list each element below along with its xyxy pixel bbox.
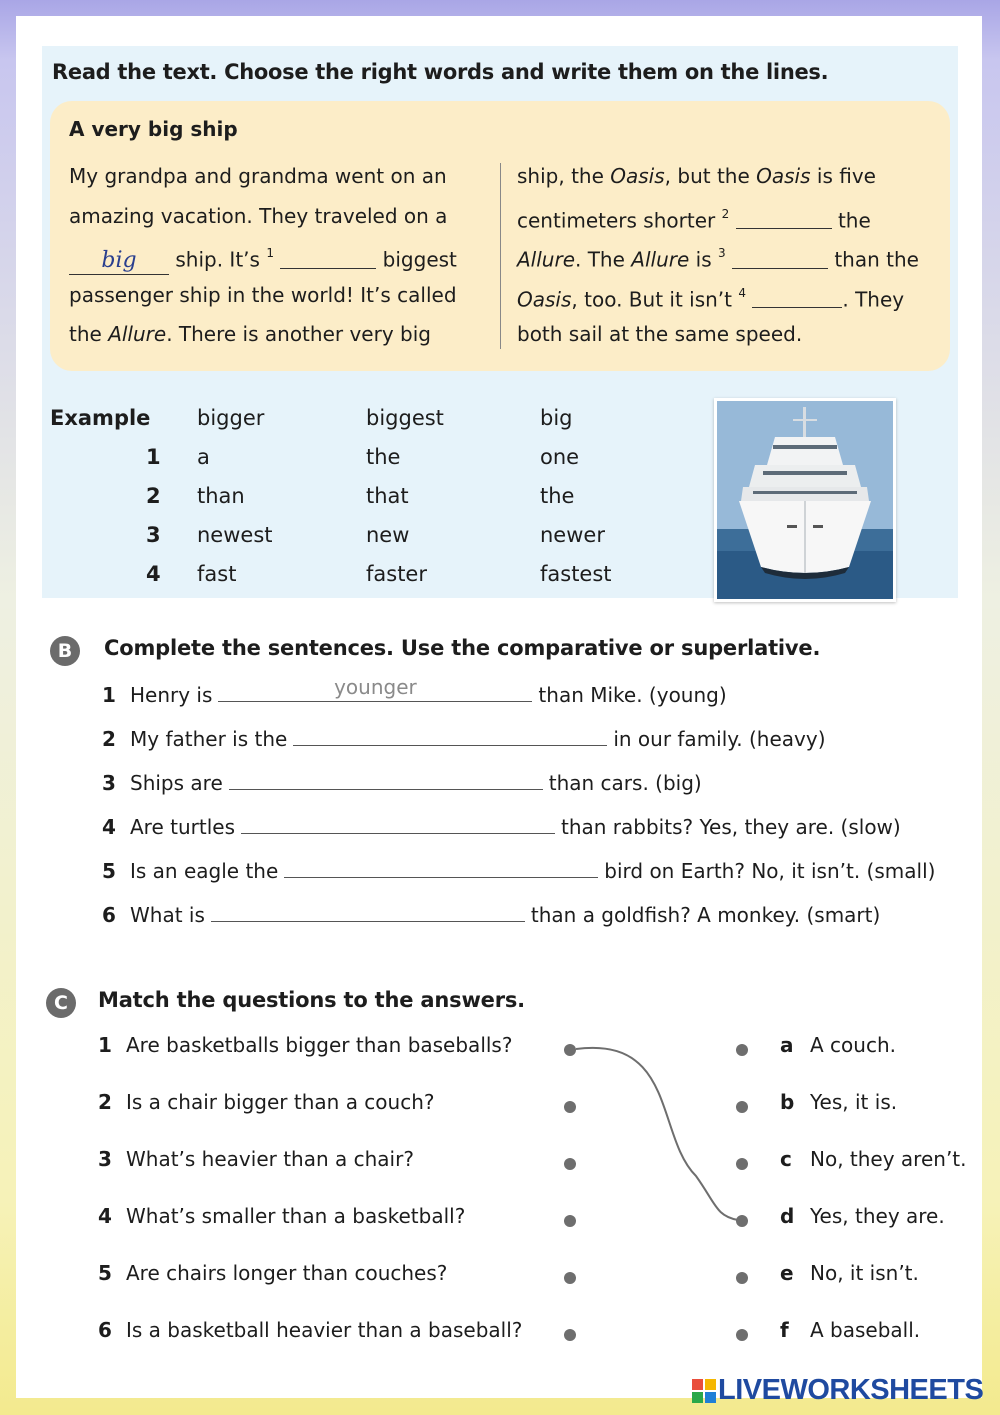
gap-number: 3 [717, 246, 726, 260]
sentence-after: than Mike. (young) [538, 683, 727, 707]
ship-name: Oasis [756, 164, 811, 188]
question-text: Is a basketball heavier than a baseball? [126, 1318, 523, 1342]
answer-letter: f [780, 1318, 789, 1342]
word-option[interactable]: newest [197, 523, 273, 547]
story-title: A very big ship [69, 117, 238, 141]
answer-item [780, 1261, 919, 1291]
story-text: than the [834, 247, 919, 272]
sentence-after: than cars. (big) [548, 771, 702, 795]
story-line: passenger ship in the world! It’s called [69, 282, 457, 307]
answer-item [780, 1204, 945, 1234]
ship-name: Oasis [517, 287, 572, 312]
word-option[interactable]: than [197, 484, 245, 508]
story-text: ship, the [517, 164, 604, 188]
section-c-instruction: Match the questions to the answers. [98, 988, 525, 1012]
question-number: 1 [98, 1033, 112, 1057]
sentence-before: My father is the [130, 727, 288, 751]
story-line: both sail at the same speed. [517, 322, 803, 346]
answer-letter: e [780, 1261, 794, 1285]
section-b-instruction: Complete the sentences. Use the comparative or superlative. [104, 636, 821, 660]
answer-letter: c [780, 1147, 792, 1171]
answer-text: No, it isn’t. [810, 1261, 919, 1285]
word-row-number: 3 [146, 523, 161, 547]
word-row-number: 4 [146, 562, 161, 586]
section-b-badge: B [50, 636, 80, 666]
sentence-after: than rabbits? Yes, they are. (slow) [561, 815, 901, 839]
ship-name: Allure [631, 247, 690, 272]
story-text: is [695, 247, 712, 272]
story-text: ship. It’s [175, 247, 260, 272]
answer-item [780, 1090, 897, 1120]
story-line: amazing vacation. They traveled on a [69, 203, 448, 228]
story-text: biggest [382, 247, 457, 272]
sentence-before: Henry is [130, 683, 213, 707]
word-row-number: 2 [146, 484, 161, 508]
word-option[interactable]: newer [540, 523, 605, 547]
sentence-after: in our family. (heavy) [613, 727, 826, 751]
word-option[interactable]: one [540, 445, 580, 469]
question-text: Is a chair bigger than a couch? [126, 1090, 435, 1114]
sentence-before: What is [130, 903, 205, 927]
word-row-number: 1 [146, 445, 161, 469]
sentence-before: Are turtles [130, 815, 235, 839]
sentence-number: 2 [102, 727, 116, 751]
answer-text: A couch. [810, 1033, 896, 1057]
word-option[interactable]: big [540, 406, 573, 430]
word-option[interactable]: the [366, 445, 401, 469]
word-option[interactable]: faster [366, 562, 427, 586]
liveworksheets-icon [692, 1379, 716, 1403]
sentence-number: 4 [102, 815, 116, 839]
word-option[interactable]: a [197, 445, 210, 469]
question-number: 6 [98, 1318, 112, 1342]
match-line-1-d [16, 16, 982, 1398]
story-text: . The [575, 247, 625, 272]
answer-text: A baseball. [810, 1318, 921, 1342]
story-text: centimeters shorter [517, 208, 716, 233]
section-c-badge: C [46, 988, 76, 1018]
brand-text: LIVEWORKSHEETS [718, 1374, 984, 1406]
story-text: , but the [664, 164, 750, 188]
answer-text: Yes, they are. [810, 1204, 945, 1228]
story-line: the Allure. There is another very big [69, 322, 431, 346]
answer-text: Yes, it is. [810, 1090, 898, 1114]
question-number: 4 [98, 1204, 112, 1228]
sentence-after: bird on Earth? No, it isn’t. (small) [604, 859, 936, 883]
question-text: What’s smaller than a basketball? [126, 1204, 466, 1228]
sentence-before: Ships are [130, 771, 223, 795]
question-text: Are chairs longer than couches? [126, 1261, 448, 1285]
word-option[interactable]: the [540, 484, 575, 508]
answer-letter: b [780, 1090, 795, 1114]
answer-letter: a [780, 1033, 794, 1057]
ship-name: Oasis [610, 164, 665, 188]
story-line: My grandpa and grandma went on an [69, 164, 447, 188]
sentence-after: than a goldfish? A monkey. (smart) [530, 903, 881, 927]
story-text: . They [842, 287, 905, 312]
story-text: the [837, 208, 871, 233]
ship-name: Allure [517, 247, 575, 272]
word-option[interactable]: new [366, 523, 410, 547]
sentence-before: Is an eagle the [130, 859, 279, 883]
word-option[interactable]: biggest [366, 406, 444, 430]
story-text: , too. But it isn’t [571, 287, 733, 312]
gap-number: 4 [738, 285, 747, 300]
example-label: Example [50, 406, 151, 430]
question-number: 3 [98, 1147, 112, 1171]
word-option[interactable]: fastest [540, 562, 612, 586]
worksheet [16, 16, 982, 1398]
answer-letter: d [780, 1204, 795, 1228]
answer-item [780, 1318, 920, 1348]
answer-text: No, they aren’t. [810, 1147, 967, 1171]
word-option[interactable]: that [366, 484, 409, 508]
sentence-number: 3 [102, 771, 116, 795]
word-option[interactable]: bigger [197, 406, 265, 430]
answer-item [780, 1033, 896, 1063]
answer-text: younger [334, 675, 417, 699]
question-text: What’s heavier than a chair? [126, 1147, 414, 1171]
ship-name: Allure [108, 322, 167, 346]
story-text: is five [816, 164, 876, 188]
question-number: 2 [98, 1090, 112, 1114]
gap-number: 2 [721, 206, 730, 221]
gap-number: 1 [266, 246, 274, 260]
story-text: the [69, 322, 102, 346]
question-number: 5 [98, 1261, 112, 1285]
section-a-instruction: Read the text. Choose the right words and write them on the lines. [52, 60, 829, 84]
sentence-number: 5 [102, 859, 116, 883]
question-text: Are basketballs bigger than baseballs? [126, 1033, 513, 1057]
word-option[interactable]: fast [197, 562, 237, 586]
example-answer-field[interactable]: big [69, 248, 169, 275]
story-text: There is another very big [178, 322, 431, 346]
sentence-number: 6 [102, 903, 116, 927]
answer-item [780, 1147, 967, 1177]
sentence-number: 1 [102, 683, 116, 707]
